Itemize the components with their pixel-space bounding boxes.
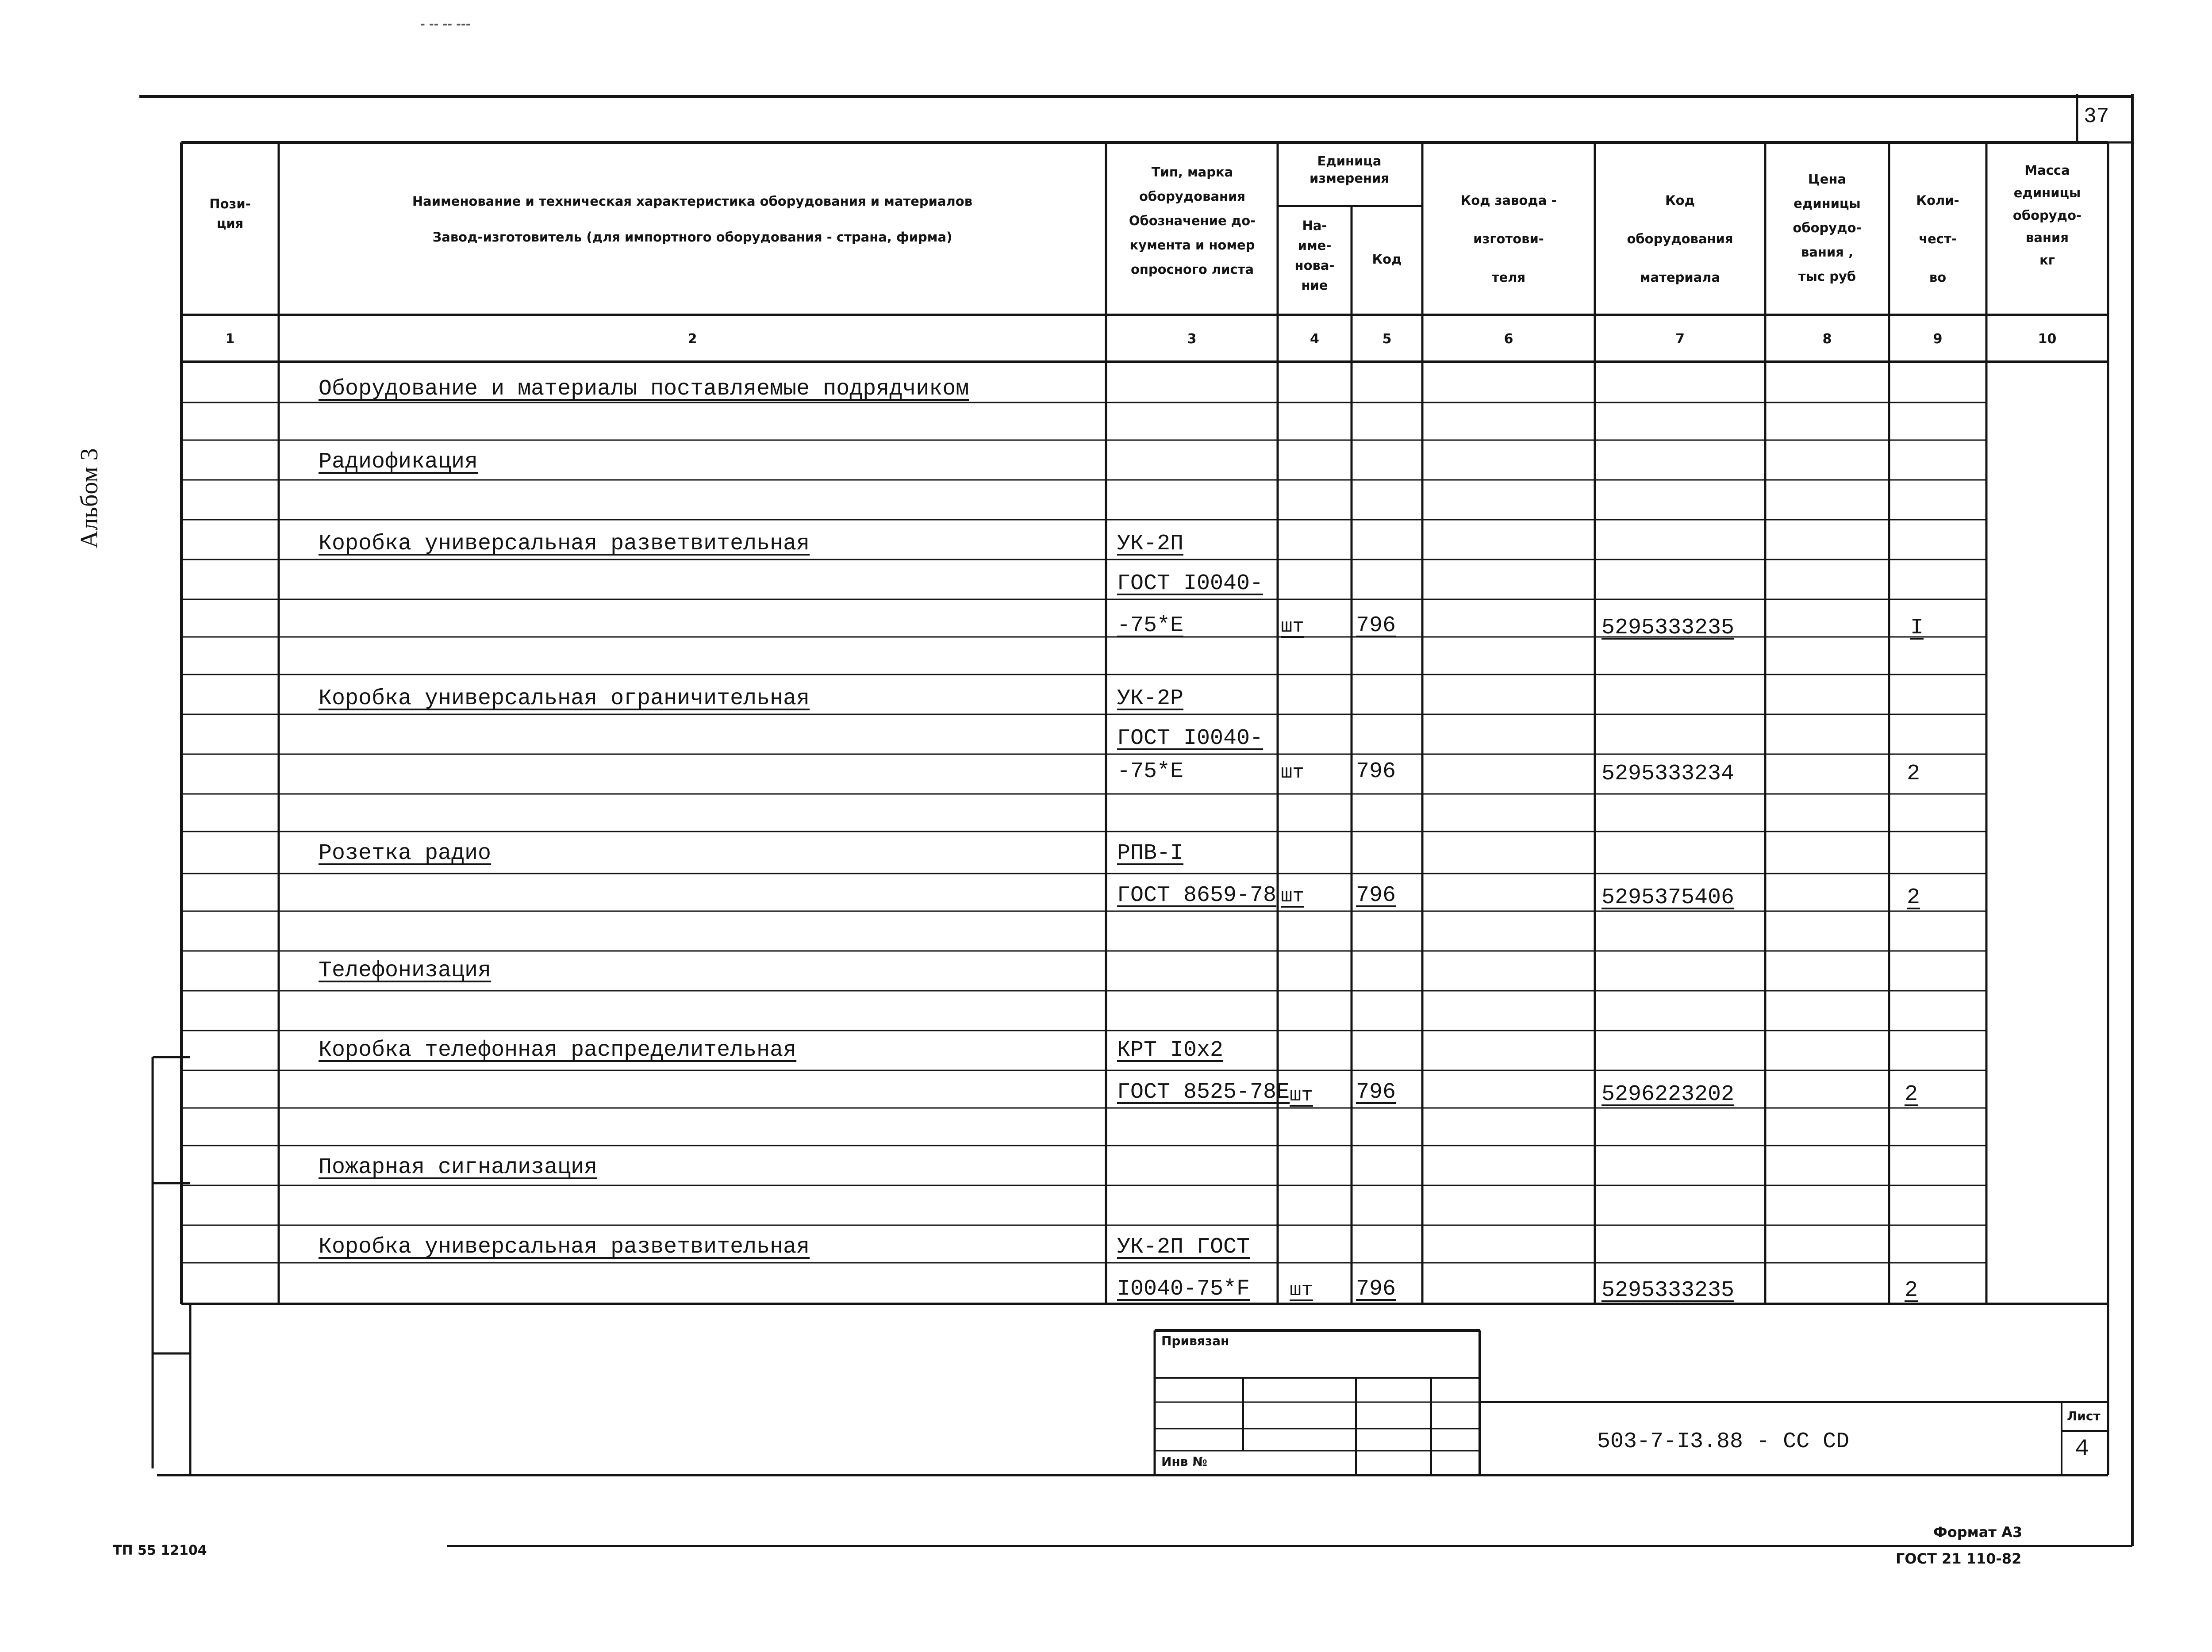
item-type: ГОСТ I0040- [1117,571,1263,596]
col-num-10: 10 [2038,331,2057,347]
sheet-label: Лист [2067,1409,2101,1423]
item-equip-code: 5295333235 [1601,1278,1735,1303]
item-name: Коробка универсальная ограничительная [319,686,810,711]
item-unit: шт [1290,1279,1313,1301]
item-code: 796 [1356,613,1396,638]
item-code: 796 [1356,883,1396,908]
header-col-9: Коли- чест- во [1916,193,1959,285]
item-type: I0040-75*F [1117,1276,1250,1302]
stamp-inv-label: Инв № [1161,1454,1207,1469]
item-name: Коробка телефонная распределительная [319,1038,797,1063]
header-col-1: Пози- ция [209,196,251,231]
item-qty: I [1910,615,1924,640]
section-heading: Радиофикация [319,449,478,475]
page-number: 37 [2084,105,2109,129]
header-col-8: Цена единицы оборудо- вания , тыс руб [1793,172,1862,284]
col-num-7: 7 [1675,331,1685,347]
item-type: РПВ-I [1117,841,1184,866]
section-heading: Оборудование и материалы поставляемые подрядчиком [319,376,969,402]
col-num-5: 5 [1382,331,1392,347]
item-type: УК-2П [1117,531,1184,556]
item-code: 796 [1356,1080,1396,1105]
item-qty: 2 [1907,885,1920,910]
col-num-2: 2 [687,331,697,347]
item-code: 796 [1356,1276,1396,1302]
item-type: ГОСТ 8525-78Е [1117,1080,1290,1105]
col-num-3: 3 [1187,331,1197,347]
header-unit: Единица измерения [1310,153,1389,186]
col-num-6: 6 [1504,331,1513,347]
item-unit: шт [1281,762,1304,784]
side-stamp: Альбом 3 [76,448,103,548]
item-equip-code: 5295375406 [1601,885,1735,910]
header-col-4: На- име- нова- ние [1294,218,1335,293]
col-num-1: 1 [225,331,235,347]
doc-code: 503-7-I3.88 - CC CD [1597,1429,1850,1454]
item-equip-code: 5295333235 [1601,615,1735,640]
stamp-bound-label: Привязан [1161,1334,1229,1348]
item-type: УК-2П ГОСТ [1117,1234,1250,1260]
item-qty: 2 [1905,1278,1918,1303]
footer-format: Формат А3 [1933,1524,2023,1541]
item-type: -75*Е [1117,759,1184,784]
item-equip-code: 5295333234 [1601,761,1735,786]
header-col-6: Код завода - изготови- теля [1460,193,1557,285]
col-num-4: 4 [1310,331,1319,347]
footer-left-code: ТП 55 12104 [113,1543,207,1558]
header-col-10: Масса единицы оборудо- вания кг [2012,163,2082,268]
header-col-3: Тип, марка оборудования Обозначение до- кумента и номер опросного листа [1129,165,1256,277]
item-type: -75*Е [1117,613,1184,638]
col-num-8: 8 [1822,331,1832,347]
item-unit: шт [1290,1085,1313,1107]
item-name: Коробка универсальная разветвительная [319,1234,810,1260]
section-heading: Телефонизация [319,958,492,983]
header-col-7: Код оборудования материала [1627,193,1733,285]
item-type: КРТ I0x2 [1117,1038,1224,1063]
item-name: Розетка радио [319,841,492,866]
item-qty: 2 [1905,1082,1918,1107]
item-type: ГОСТ I0040- [1117,726,1263,751]
item-type: ГОСТ 8659-78 [1117,883,1277,908]
top-mark: - -- -- --- [420,18,471,31]
item-unit: шт [1281,885,1304,908]
header-col-2: Наименование и техническая характеристика оборудования и материалов Завод-изготовитель (для импортного оборудования - страна, фирма) [412,194,973,245]
col-num-9: 9 [1933,331,1943,347]
item-equip-code: 5296223202 [1601,1082,1735,1107]
item-unit: шт [1281,616,1304,638]
item-code: 796 [1356,759,1396,784]
item-qty: 2 [1907,761,1920,786]
footer-gost: ГОСТ 21 110-82 [1896,1550,2022,1567]
item-name: Коробка универсальная разветвительная [319,531,810,556]
section-heading: Пожарная сигнализация [319,1155,598,1180]
header-col-5: Код [1372,252,1402,267]
sheet-number: 4 [2075,1436,2089,1463]
item-type: УК-2Р [1117,686,1184,711]
